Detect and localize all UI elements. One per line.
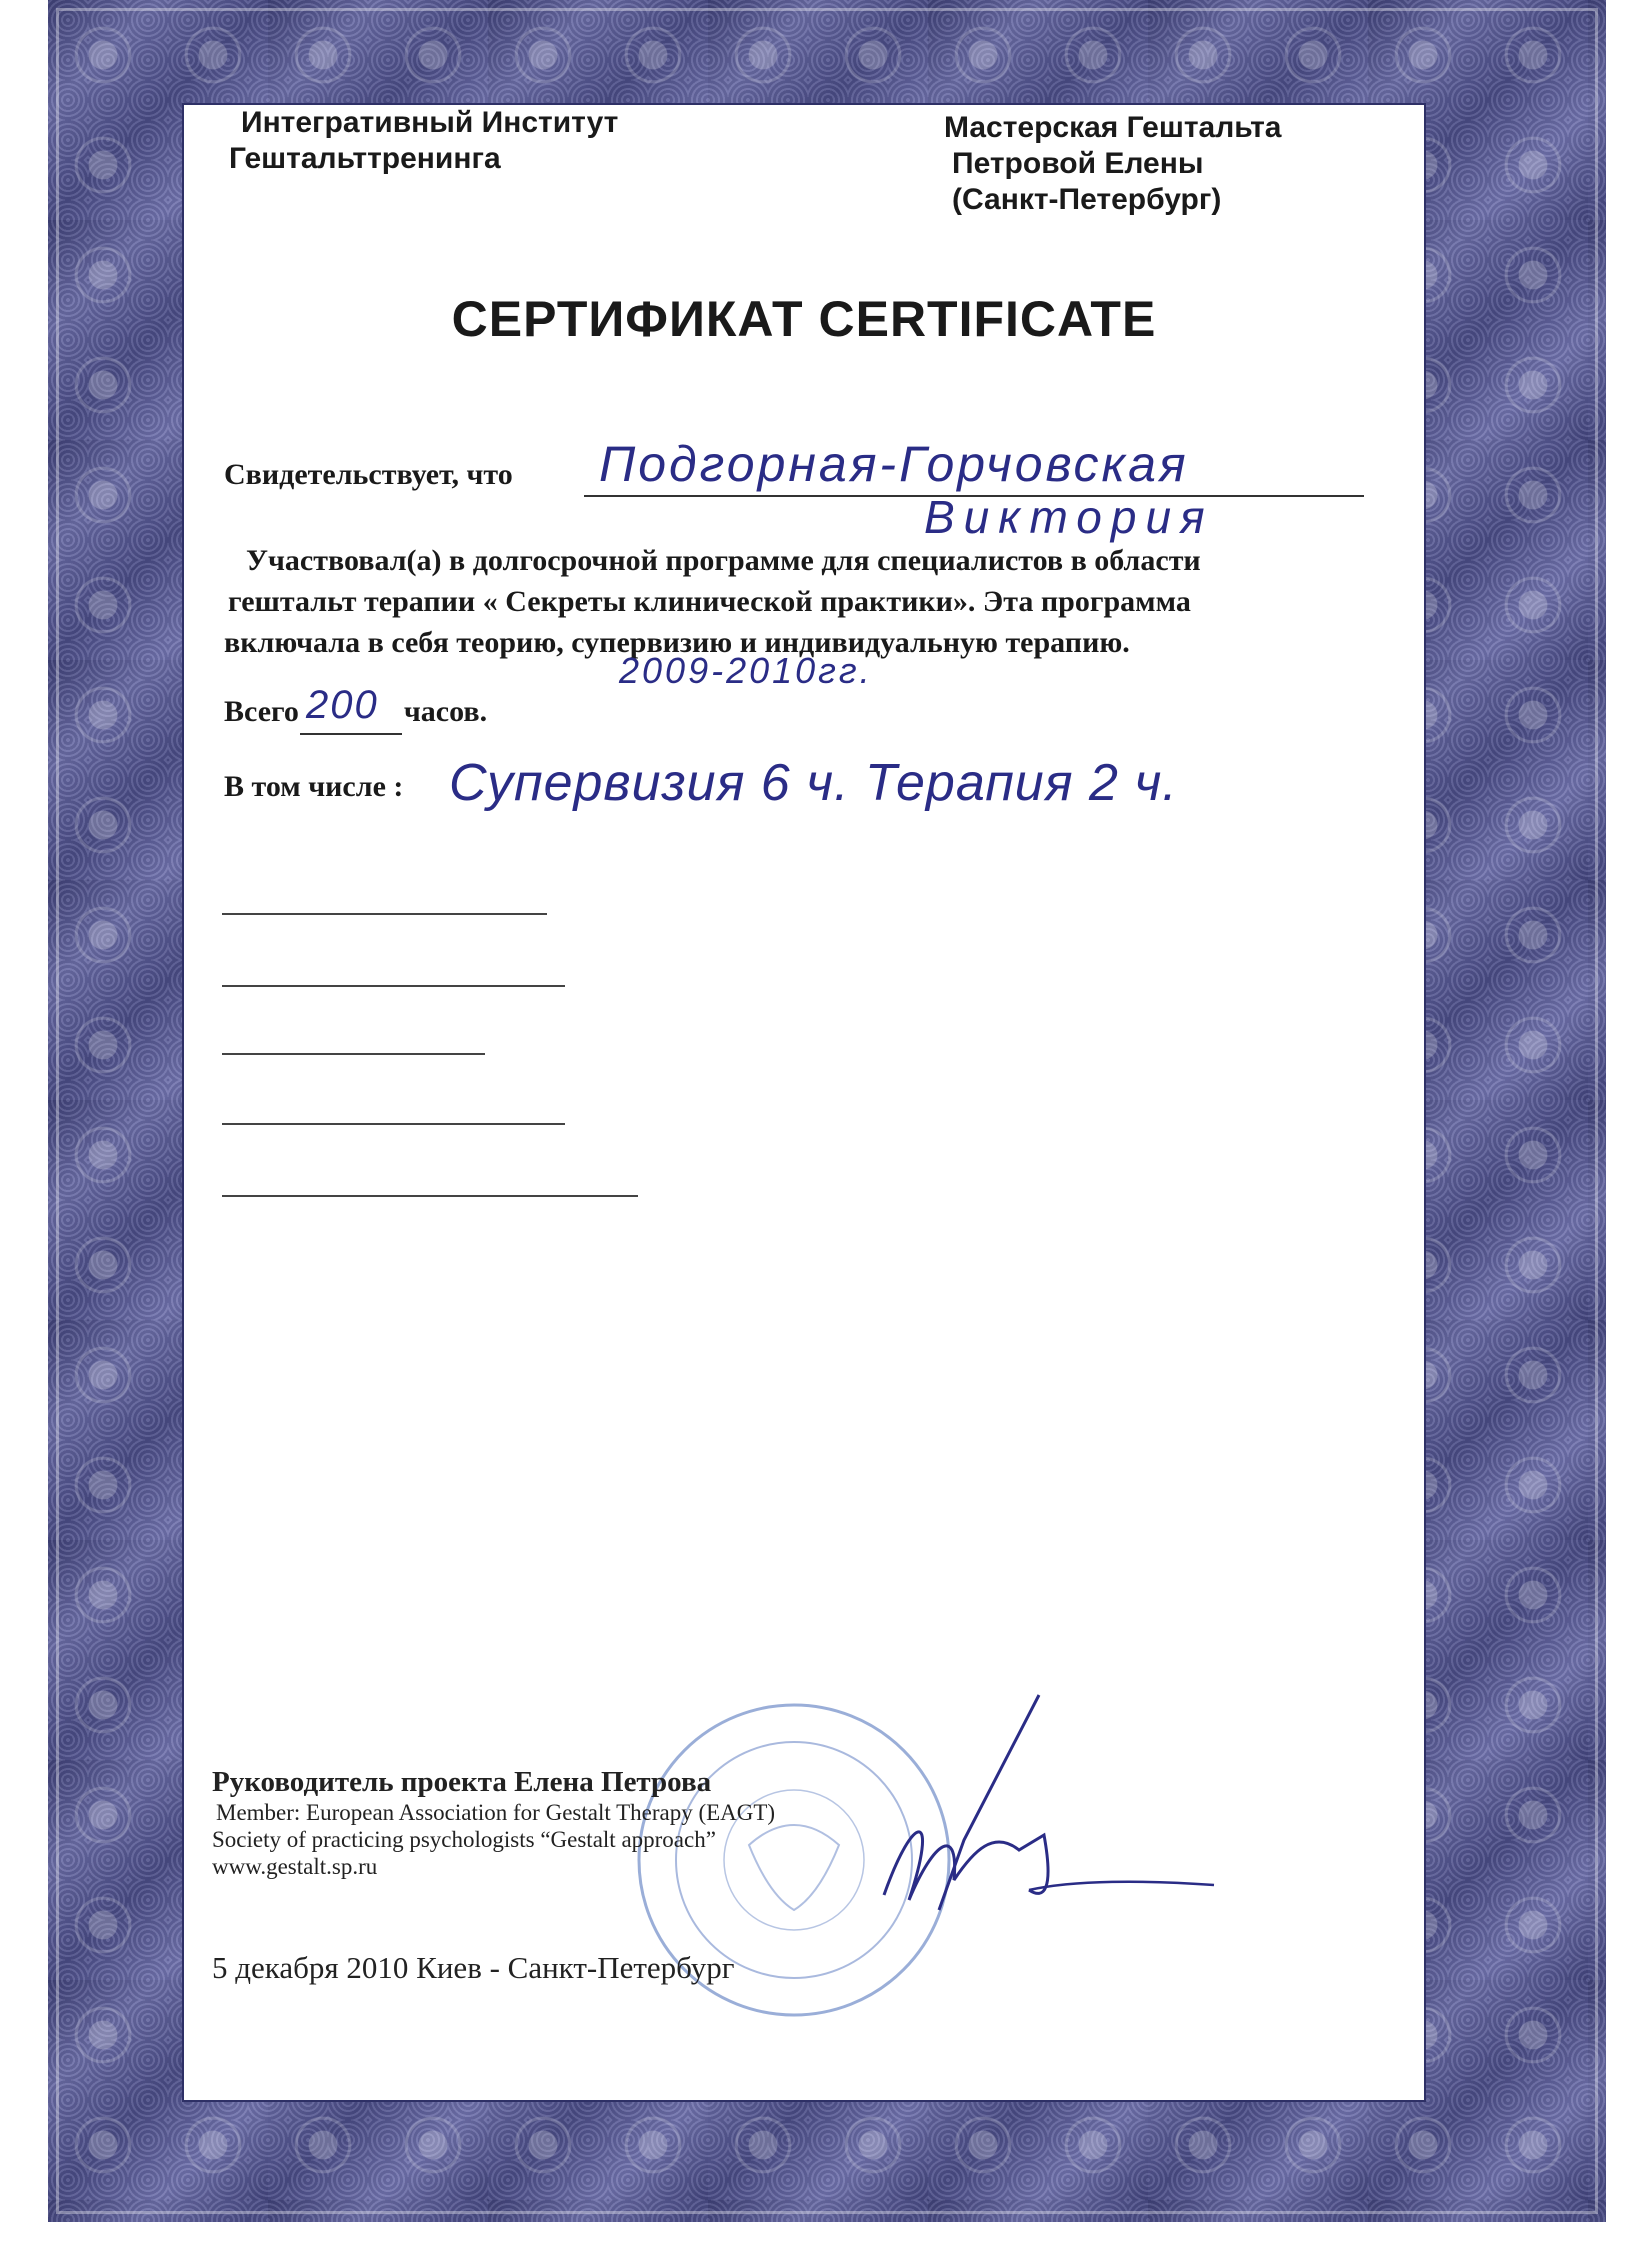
issuer-left-line1: Интегративный Институт	[241, 106, 619, 139]
blank-line-2	[222, 985, 565, 987]
blank-line-3	[222, 1053, 485, 1055]
recipient-name-line2: Виктория	[924, 491, 1214, 543]
eagt-membership: Member: European Association for Gestalt Therapy (EAGT)	[216, 1800, 776, 1825]
certificate-title: СЕРТИФИКАТ CERTIFICATE	[451, 291, 1157, 347]
footer-block	[212, 1765, 775, 1880]
total-label-before: Всего	[224, 695, 299, 728]
date-place: 5 декабря 2010 Киев - Санкт-Петербург	[212, 1950, 735, 1985]
blank-line-4	[222, 1123, 565, 1125]
total-hours: 200	[306, 683, 379, 727]
total-label-after: часов.	[403, 695, 488, 728]
issuer-right-line1: Мастерская Гештальта	[944, 111, 1282, 144]
certifies-label: Свидетельствует, что	[224, 458, 513, 491]
blank-line-1	[222, 913, 547, 915]
project-lead: Руководитель проекта Елена Петрова	[212, 1766, 712, 1798]
issuer-left-line2: Гештальттренинга	[229, 142, 501, 175]
signature	[844, 1690, 1224, 1980]
issuer-right-line3: (Санкт-Петербург)	[952, 183, 1222, 216]
issuer-right-line2: Петровой Елены	[952, 147, 1204, 180]
certificate-page	[184, 105, 1424, 2100]
society-name: Society of practicing psychologists “Gestalt approach”	[212, 1827, 716, 1852]
participation-line2: гештальт терапии « Секреты клинической практики». Эта программа	[228, 585, 1191, 618]
participation-line3: включала в себя теорию, супервизию и индивидуальную терапию.	[224, 626, 1130, 659]
including-label: В том числе :	[224, 770, 404, 803]
issuer-right	[944, 110, 1281, 218]
including-details: Супервизия 6 ч. Терапия 2 ч.	[449, 754, 1178, 812]
website-link[interactable]: www.gestalt.sp.ru	[212, 1854, 378, 1879]
participation-line1: Участвовал(а) в долгосрочной программе для специалистов в области	[246, 544, 1201, 577]
program-years: 2009-2010гг.	[619, 650, 873, 691]
issuer-left	[229, 105, 618, 177]
hours-underline	[300, 733, 402, 735]
blank-line-5	[222, 1195, 638, 1197]
recipient-name-line1: Подгорная-Горчовская	[599, 436, 1189, 492]
